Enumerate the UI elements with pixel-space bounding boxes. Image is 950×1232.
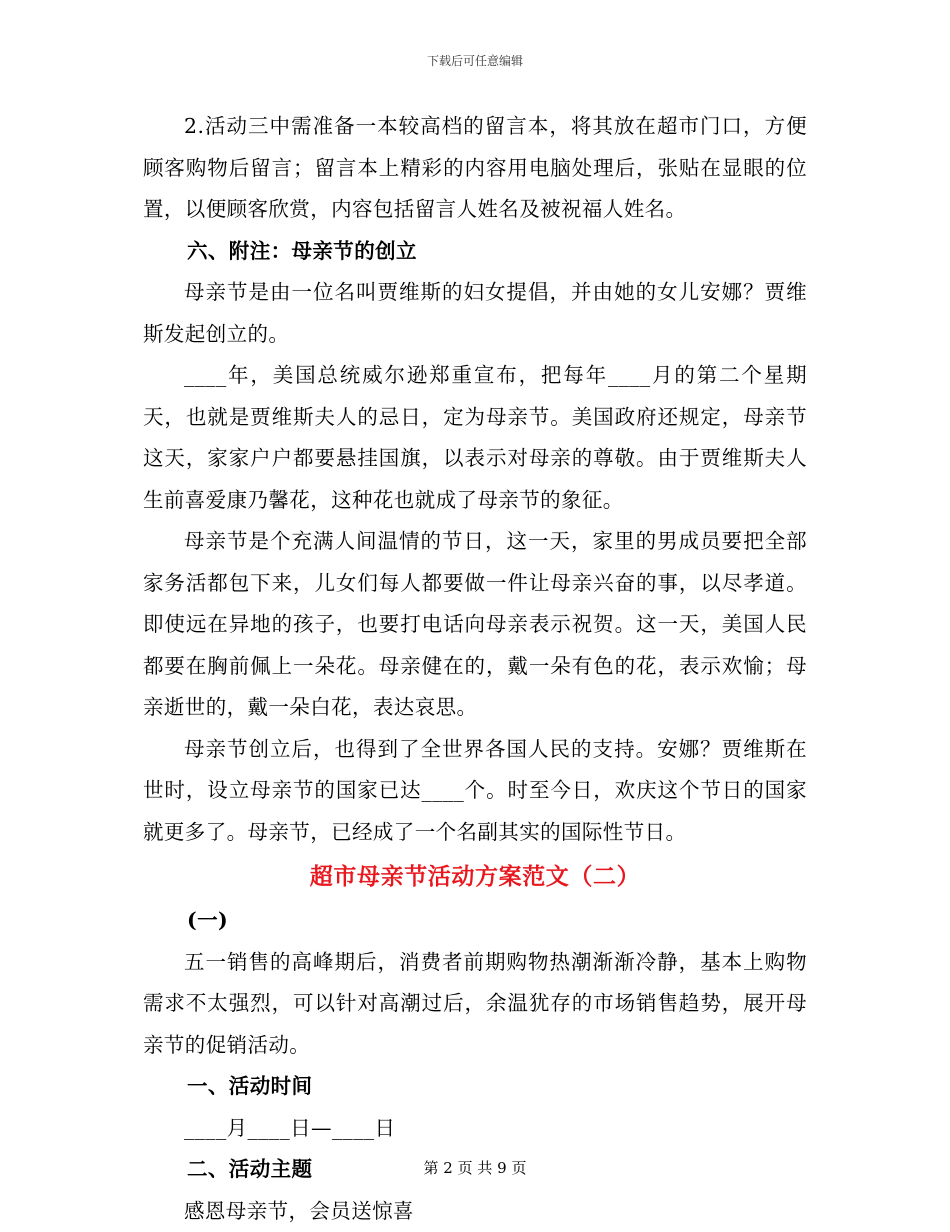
paragraph-activity-3-note: 2.活动三中需准备一本较高档的留言本，将其放在超市门口，方便顾客购物后留言；留言本上精彩的内容用电脑处理后，张贴在显眼的位置，以便顾客欣赏，内容包括留言人姓名及被祝福人姓名。 [143, 106, 807, 231]
paragraph-background: 五一销售的高峰期后，消费者前期购物热潮渐渐冷静，基本上购物需求不太强烈，可以针对高潮过后，余温犹存的市场销售趋势，展开母亲节的促销活动。 [143, 942, 807, 1067]
heading-appendix: 六、附注：母亲节的创立 [143, 231, 807, 273]
paragraph-proclamation: ____年，美国总统威尔逊郑重宣布，把每年____月的第二个星期天，也就是贾维斯夫人的忌日，定为母亲节。美国政府还规定，母亲节这天，家家户户都要悬挂国旗，以表示对母亲的尊敬。由于贾维斯夫人生前喜爱康乃馨花，这种花也就成了母亲节的象征。 [143, 355, 807, 521]
document-body [143, 106, 807, 1232]
heading-activity-time: 一、活动时间 [143, 1066, 807, 1108]
page-footer: 第 2 页 共 9 页 [0, 1157, 950, 1178]
page-header: 下载后可任意编辑 [0, 52, 950, 69]
paragraph-date-range: ____月____日—____日 [143, 1108, 807, 1150]
heading-part-one: (一) [143, 900, 807, 942]
paragraph-customs: 母亲节是个充满人间温情的节日，这一天，家里的男成员要把全部家务活都包下来，儿女们每人都要做一件让母亲兴奋的事，以尽孝道。即使远在异地的孩子，也要打电话向母亲表示祝贺。这一天，美国人民都要在胸前佩上一朵花。母亲健在的，戴一朵有色的花，表示欢愉；母亲逝世的，戴一朵白花，表达哀思。 [143, 521, 807, 729]
heading-activity-theme: 二、活动主题 [143, 1149, 807, 1191]
paragraph-theme: 感恩母亲节，会员送惊喜 [143, 1191, 807, 1232]
section-title: 超市母亲节活动方案范文（二） [143, 854, 807, 900]
paragraph-founder: 母亲节是由一位名叫贾维斯的妇女提倡，并由她的女儿安娜？贾维斯发起创立的。 [143, 272, 807, 355]
paragraph-international: 母亲节创立后，也得到了全世界各国人民的支持。安娜？贾维斯在世时，设立母亲节的国家已达____个。时至今日，欢庆这个节日的国家就更多了。母亲节，已经成了一个名副其实的国际性节日。 [143, 729, 807, 854]
